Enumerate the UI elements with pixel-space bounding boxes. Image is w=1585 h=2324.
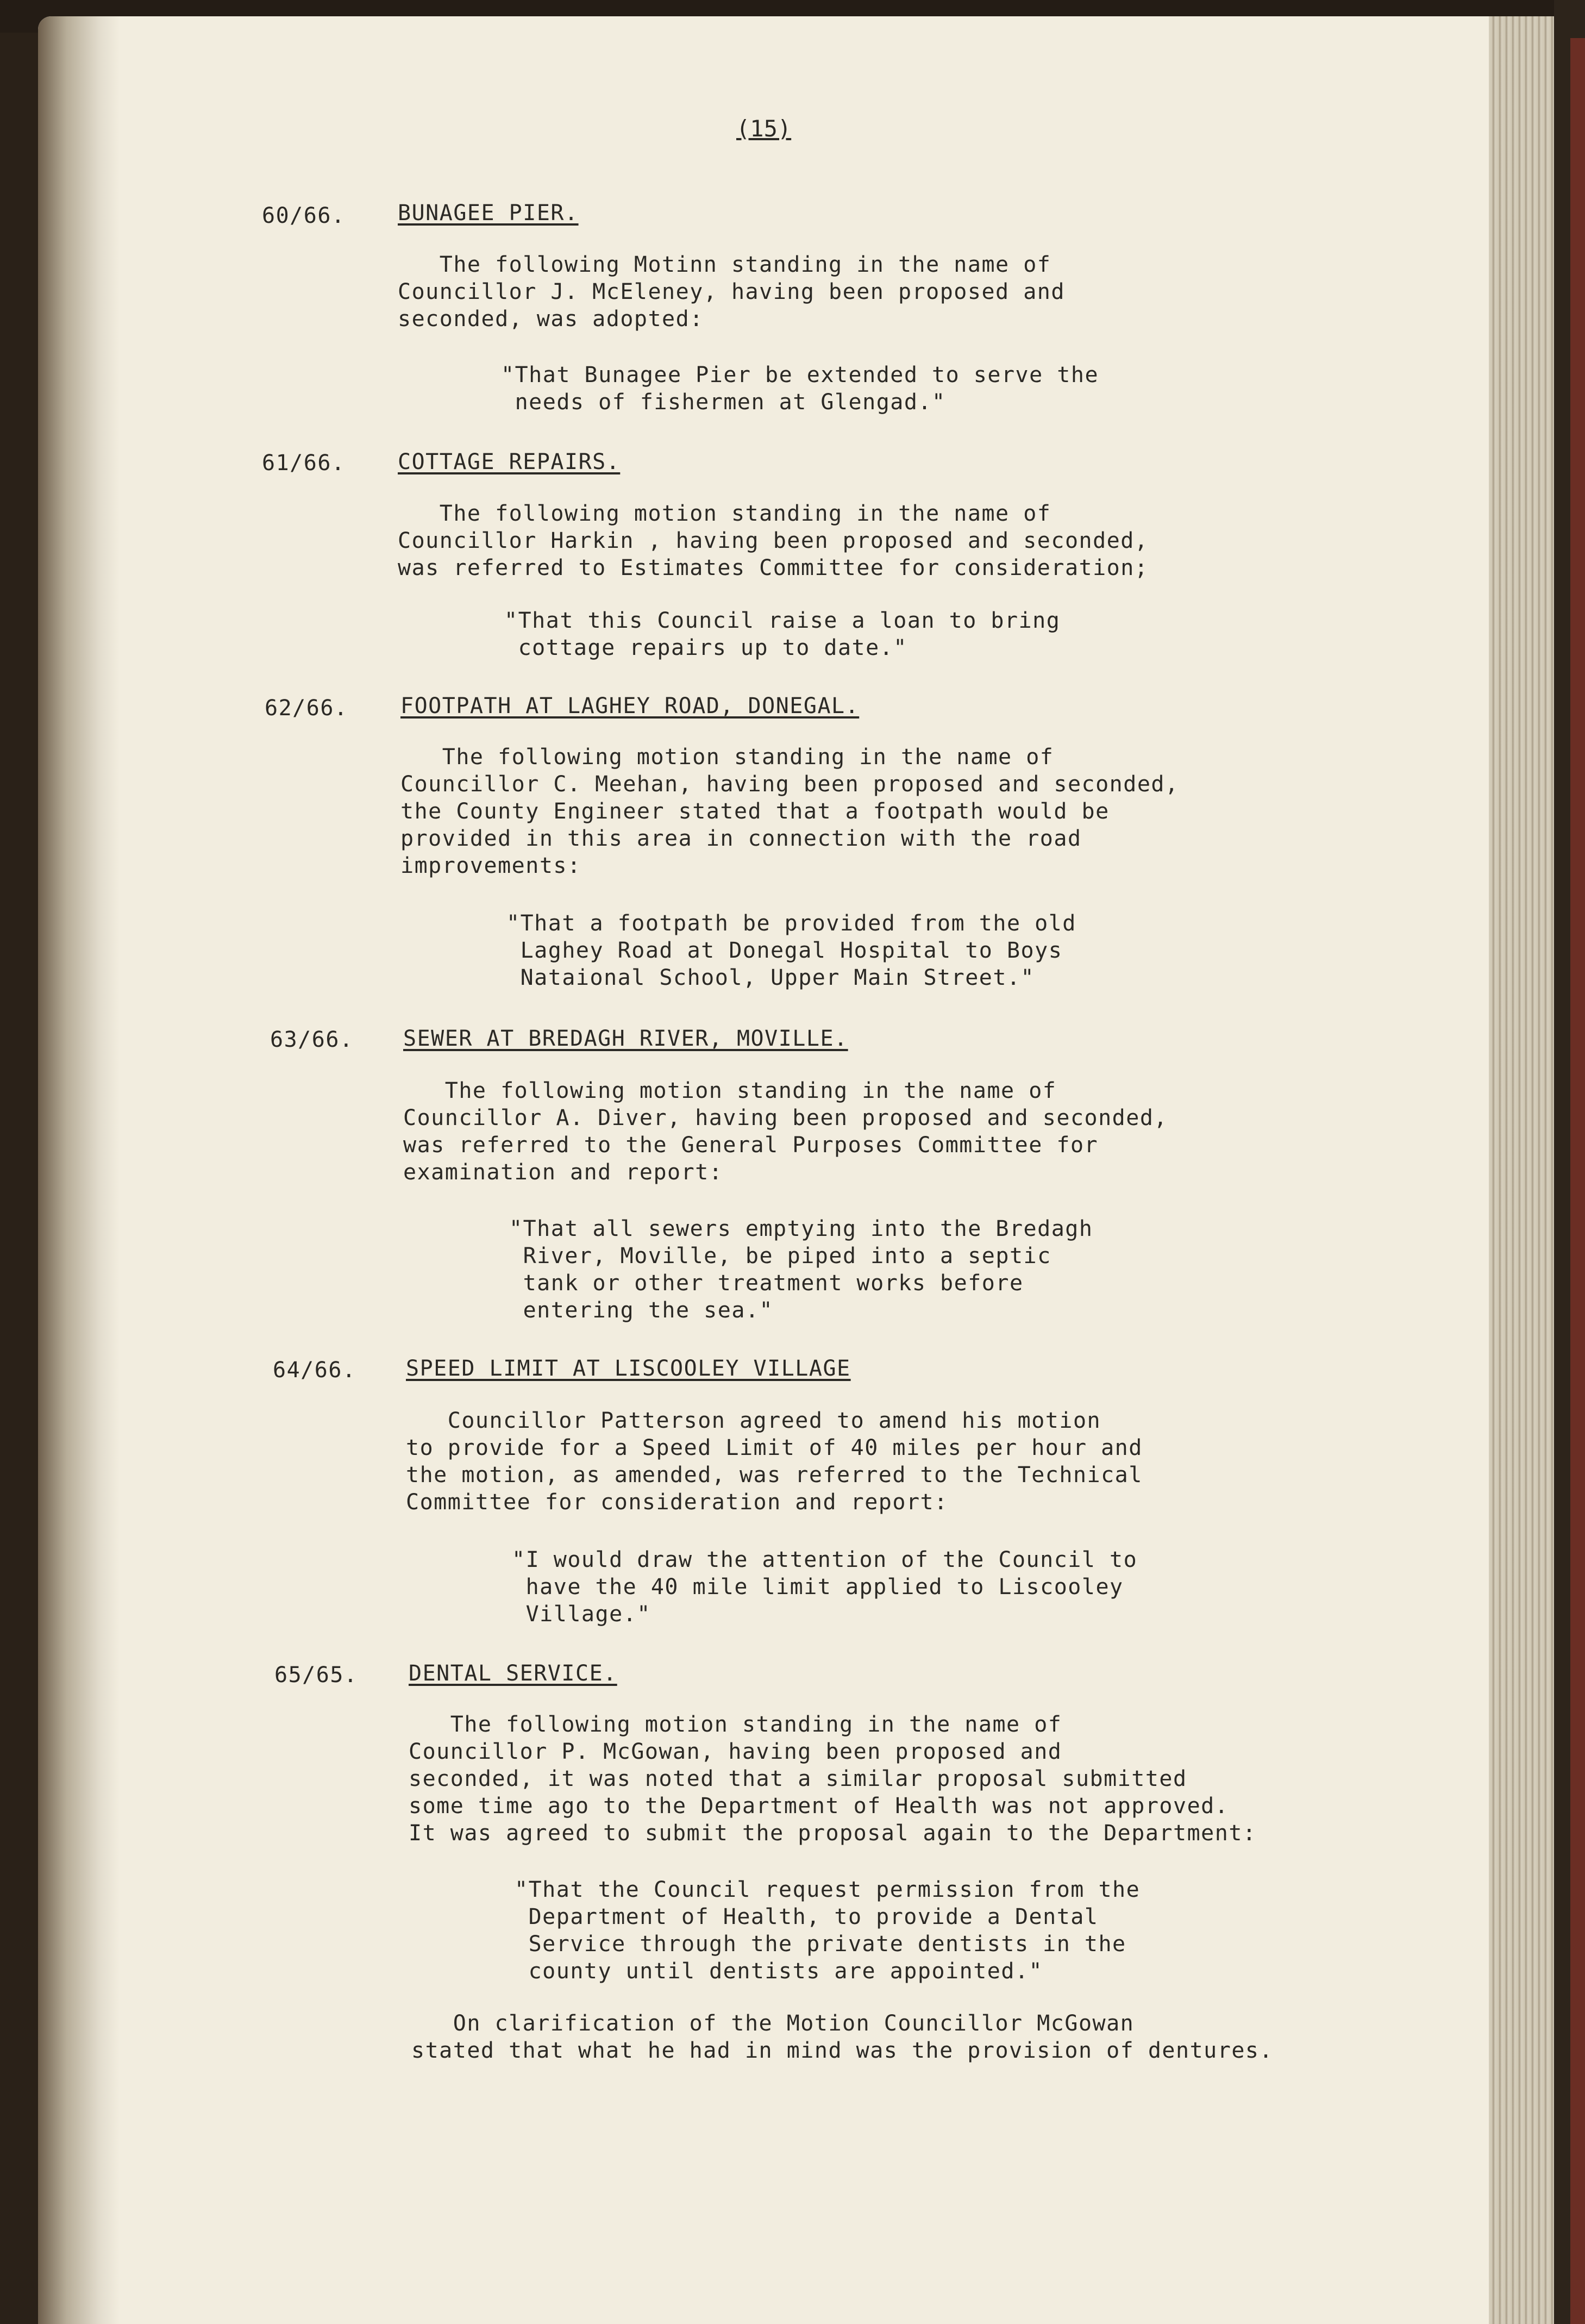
item-quote-line: Laghey Road at Donegal Hospital to Boys (506, 938, 1063, 963)
item-paragraph-line: was referred to Estimates Committee for consideration; (398, 555, 1149, 580)
item-heading: DENTAL SERVICE. (409, 1661, 617, 1686)
item-paragraph-line: was referred to the General Purposes Committee for (403, 1133, 1099, 1158)
item-quote-line: "That a footpath be provided from the old (506, 911, 1076, 936)
item-quote-line: cottage repairs up to date." (504, 635, 907, 660)
item-quote-line: county until dentists are appointed." (515, 1959, 1043, 1984)
item-closing-line: stated that what he had in mind was the provision of dentures. (411, 2038, 1274, 2063)
item-paragraph-line: Councillor Harkin , having been proposed and seconded, (398, 528, 1149, 553)
item-heading: COTTAGE REPAIRS. (398, 449, 621, 474)
binding-gutter (38, 16, 120, 2324)
item-quote-line: River, Moville, be piped into a septic (509, 1244, 1051, 1269)
item-quote-line: needs of fishermen at Glengad." (501, 390, 946, 415)
item-paragraph-line: improvements: (400, 853, 581, 878)
item-quote-line: Nataional School, Upper Main Street." (506, 965, 1035, 990)
item-paragraph-line: examination and report: (403, 1160, 723, 1185)
item-quote-line: "I would draw the attention of the Council to (512, 1547, 1138, 1572)
item-quote-line: "That all sewers emptying into the Bredagh (509, 1216, 1093, 1241)
item-number: 62/66. (265, 696, 348, 721)
item-quote-line: Service through the private dentists in the (515, 1932, 1126, 1957)
item-paragraph-line: seconded, was adopted: (398, 307, 704, 332)
item-paragraph-line: the County Engineer stated that a footpath would be (400, 799, 1110, 824)
item-quote-line: Department of Health, to provide a Dental (515, 1904, 1099, 1929)
item-number: 61/66. (262, 451, 346, 476)
item-paragraph-line: The following motion standing in the name of (409, 1712, 1062, 1737)
item-closing-line: On clarification of the Motion Councillor McGowan (411, 2011, 1135, 2036)
item-quote-line: "That Bunagee Pier be extended to serve the (501, 363, 1099, 388)
item-quote-line: entering the sea." (509, 1298, 774, 1323)
item-heading: FOOTPATH AT LAGHEY ROAD, DONEGAL. (400, 694, 860, 719)
item-paragraph-line: the motion, as amended, was referred to the Technical (406, 1463, 1143, 1488)
item-quote-line: have the 40 mile limit applied to Liscooley (512, 1575, 1124, 1600)
item-quote-line: tank or other treatment works before (509, 1271, 1024, 1296)
page-number: (15) (736, 115, 792, 142)
item-heading: SEWER AT BREDAGH RIVER, MOVILLE. (403, 1026, 848, 1051)
item-paragraph-line: some time ago to the Department of Health was not approved. (409, 1794, 1229, 1819)
item-quote-line: "That the Council request permission from the (515, 1877, 1141, 1902)
item-number: 63/66. (270, 1027, 354, 1052)
item-heading: SPEED LIMIT AT LISCOOLEY VILLAGE (406, 1356, 851, 1381)
item-paragraph-line: Councillor Patterson agreed to amend his motion (406, 1408, 1101, 1433)
item-quote-line: Village." (512, 1602, 651, 1627)
item-paragraph-line: It was agreed to submit the proposal again to the Department: (409, 1821, 1257, 1846)
item-paragraph-line: The following Motinn standing in the name of (398, 252, 1051, 277)
book-spine-edge (1570, 38, 1585, 2324)
item-paragraph-line: to provide for a Speed Limit of 40 miles per hour and (406, 1435, 1143, 1460)
item-paragraph-line: Councillor P. McGowan, having been proposed and (409, 1739, 1062, 1764)
item-paragraph-line: Councillor A. Diver, having been proposed and seconded, (403, 1105, 1168, 1130)
item-heading: BUNAGEE PIER. (398, 201, 579, 226)
item-paragraph-line: seconded, it was noted that a similar proposal submitted (409, 1766, 1187, 1791)
item-paragraph-line: Councillor J. McEleney, having been proposed and (398, 279, 1065, 304)
item-paragraph-line: Councillor C. Meehan, having been proposed and seconded, (400, 772, 1179, 797)
item-paragraph-line: The following motion standing in the name of (398, 501, 1051, 526)
item-number: 64/66. (273, 1358, 356, 1383)
item-paragraph-line: The following motion standing in the name of (400, 745, 1054, 770)
item-quote-line: "That this Council raise a loan to bring (504, 608, 1061, 633)
item-paragraph-line: provided in this area in connection with the road (400, 826, 1082, 851)
item-number: 65/65. (274, 1663, 358, 1688)
item-number: 60/66. (262, 203, 346, 228)
item-paragraph-line: The following motion standing in the name of (403, 1078, 1057, 1103)
item-paragraph-line: Committee for consideration and report: (406, 1490, 948, 1515)
